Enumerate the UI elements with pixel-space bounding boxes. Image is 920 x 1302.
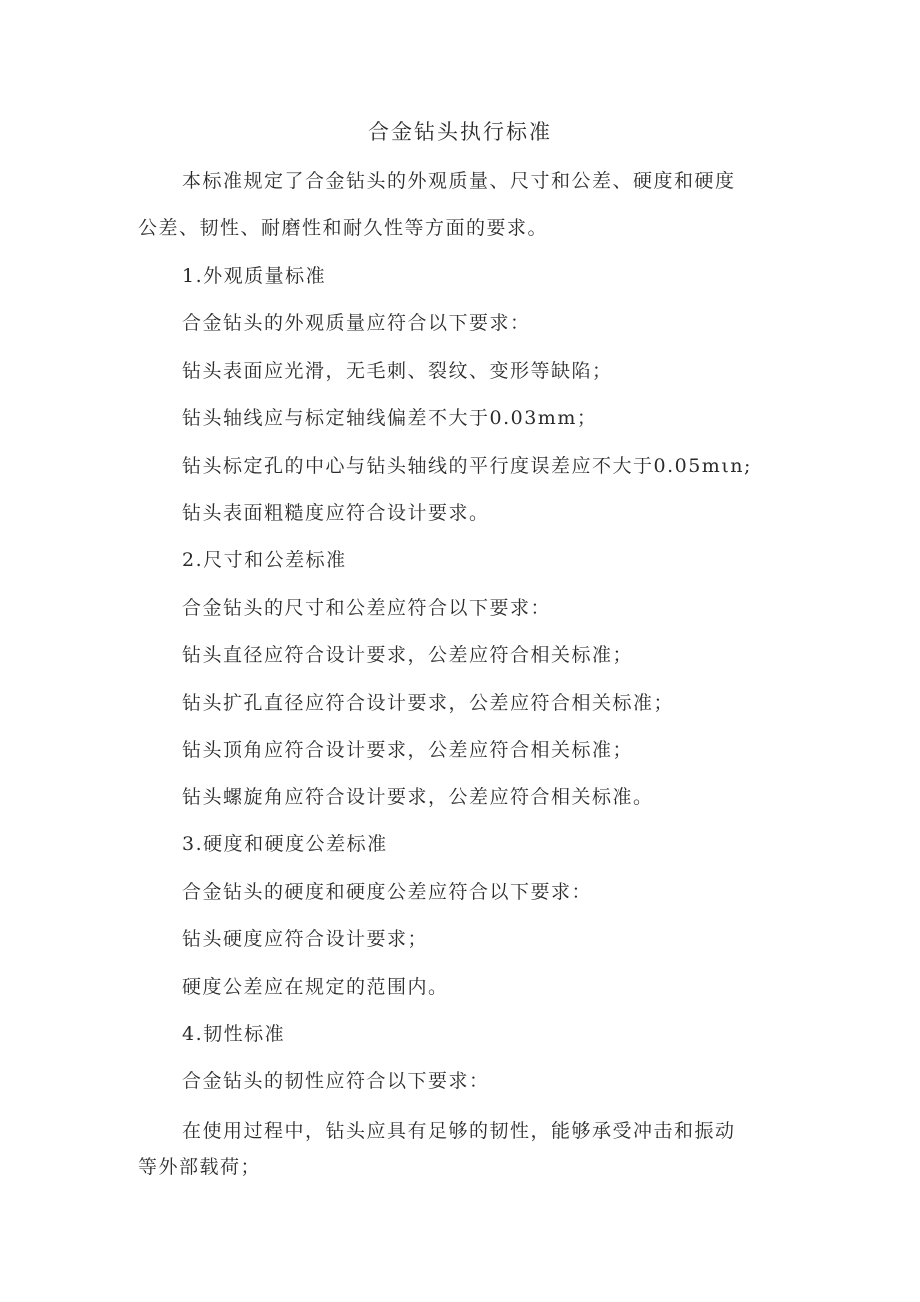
body-line: 钻头轴线应与标定轴线偏差不大于0.03mm； [182, 407, 598, 429]
body-line: 合金钻头的外观质量应符合以下要求： [182, 312, 531, 334]
section-heading-dimensions: 2.尺寸和公差标准 [182, 549, 347, 571]
document-title: 合金钻头执行标准 [368, 120, 552, 144]
body-line: 钻头标定孔的中心与钻头轴线的平行度误差应不大于0.05mιn; [182, 455, 752, 477]
body-line: 硬度公差应在规定的范围内。 [182, 976, 449, 998]
body-line: 钻头螺旋角应符合设计要求，公差应符合相关标准。 [182, 786, 654, 808]
body-line: 钻头扩孔直径应符合设计要求，公差应符合相关标准； [182, 692, 675, 714]
body-line: 钻头表面粗糙度应符合设计要求。 [182, 502, 490, 524]
toughness-paragraph: 在使用过程中，钻头应具有足够的韧性，能够承受冲击和振动等外部载荷； [138, 1120, 736, 1178]
body-line: 合金钻头的韧性应符合以下要求： [182, 1070, 490, 1092]
body-line: 合金钻头的硬度和硬度公差应符合以下要求： [182, 881, 593, 903]
section-heading-appearance: 1.外观质量标准 [182, 265, 327, 287]
body-line: 钻头表面应光滑，无毛刺、裂纹、变形等缺陷； [182, 360, 613, 382]
body-line: 钻头直径应符合设计要求，公差应符合相关标准； [182, 644, 634, 666]
body-line: 合金钻头的尺寸和公差应符合以下要求： [182, 597, 552, 619]
section-heading-hardness: 3.硬度和硬度公差标准 [182, 833, 388, 855]
body-line: 钻头硬度应符合设计要求； [182, 928, 429, 950]
section-heading-toughness: 4.韧性标准 [182, 1023, 286, 1045]
intro-paragraph: 本标准规定了合金钻头的外观质量、尺寸和公差、硬度和硬度公差、韧性、耐磨性和耐久性等方面的要求。 [138, 170, 736, 239]
body-line: 钻头顶角应符合设计要求，公差应符合相关标准； [182, 739, 634, 761]
